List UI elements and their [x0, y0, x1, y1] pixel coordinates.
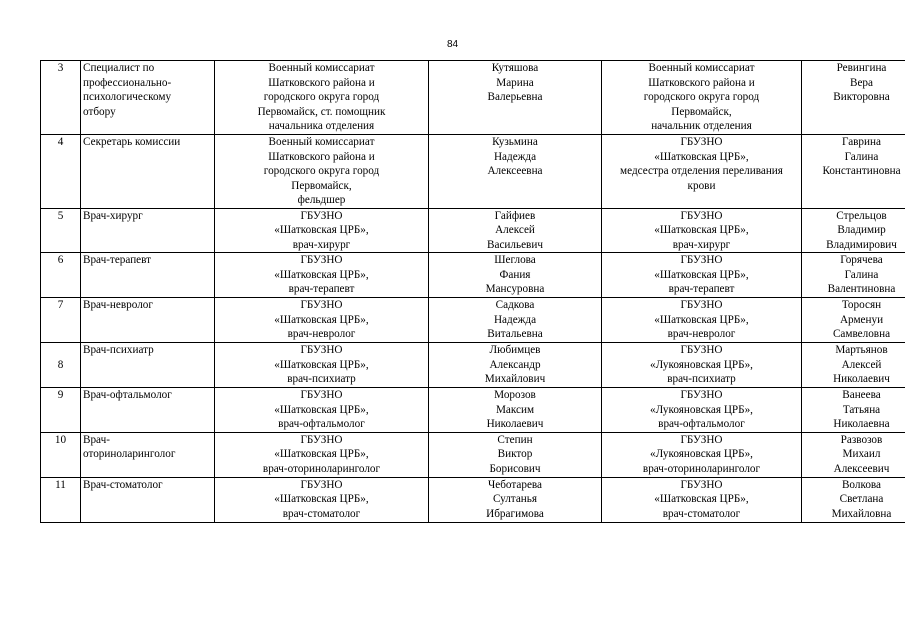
reserve-organization-line: врач-офтальмолог — [658, 418, 745, 430]
reserve-organization — [602, 432, 802, 477]
main-organization-line: врач-невролог — [287, 328, 356, 340]
position-title-line: Врач-стоматолог — [83, 478, 163, 491]
reserve-organization-line: врач-терапевт — [668, 283, 735, 295]
reserve-organization-line: ГБУЗНО — [680, 433, 723, 446]
main-organization — [215, 135, 429, 209]
main-organization-line: «Шатковская ЦРБ», — [274, 313, 369, 326]
reserve-member-name-line: Ванеева — [842, 389, 881, 401]
main-organization-line: «Шатковская ЦРБ», — [274, 493, 369, 505]
position-title-line: профессионально- — [83, 76, 172, 89]
reserve-member-name-line: Ревингина — [836, 62, 887, 74]
position-title-line: Секретарь комиссии — [83, 136, 181, 148]
reserve-organization-line: врач-невролог — [667, 328, 736, 340]
main-organization-line: Военный комиссариат — [268, 136, 375, 148]
reserve-member-name-line: Николаевич — [833, 373, 890, 385]
reserve-organization-line: ГБУЗНО — [680, 136, 723, 148]
position-title-line: психологическому — [83, 91, 172, 103]
main-organization — [215, 208, 429, 253]
position-title — [81, 343, 215, 388]
row-number: 9 — [41, 388, 81, 433]
table-row — [41, 61, 905, 135]
reserve-organization-line: ГБУЗНО — [680, 299, 723, 311]
reserve-organization-line: «Лукояновская ЦРБ», — [650, 448, 753, 460]
main-member-name-line: Витальевна — [487, 328, 543, 340]
position-title-line: Врач-офтальмолог — [83, 389, 172, 401]
main-member-name — [429, 135, 602, 209]
row-number: 5 — [41, 208, 81, 253]
reserve-member-name-line: Развозов — [840, 433, 883, 446]
reserve-organization — [602, 298, 802, 343]
position-title — [81, 432, 215, 477]
main-organization — [215, 343, 429, 388]
table-row — [41, 208, 905, 253]
row-number: 11 — [41, 477, 81, 522]
main-member-name — [429, 477, 602, 522]
reserve-member-name-line: Горячева — [840, 254, 883, 266]
reserve-member-name-line: Гаврина — [842, 136, 881, 148]
main-member-name-line: Максим — [495, 403, 535, 416]
position-title-line: Врач-психиатр — [83, 344, 154, 356]
reserve-member-name — [802, 343, 905, 388]
reserve-organization — [602, 477, 802, 522]
main-organization-line: Военный комиссариат — [268, 62, 375, 74]
main-organization-line: ГБУЗНО — [300, 478, 343, 491]
main-member-name-line: Михайлович — [484, 373, 546, 385]
reserve-organization-line: «Шатковская ЦРБ», — [654, 224, 749, 236]
main-member-name — [429, 343, 602, 388]
reserve-member-name — [802, 61, 905, 135]
position-title — [81, 253, 215, 298]
table-row — [41, 432, 905, 477]
main-organization — [215, 298, 429, 343]
main-member-name — [429, 253, 602, 298]
table-row — [41, 253, 905, 298]
main-member-name-line: Любимцев — [489, 344, 541, 356]
main-organization-line: врач-психиатр — [287, 373, 356, 385]
main-member-name-line: Ибрагимова — [486, 507, 544, 520]
main-organization-line: ГБУЗНО — [300, 254, 343, 266]
reserve-member-name-line: Торосян — [841, 299, 882, 311]
main-member-name — [429, 432, 602, 477]
reserve-organization-line: «Шатковская ЦРБ», — [654, 313, 749, 326]
position-title — [81, 388, 215, 433]
table-row — [41, 343, 905, 388]
main-organization-line: «Шатковская ЦРБ», — [274, 268, 369, 281]
main-organization-line: Шатковского района и — [268, 76, 375, 89]
main-organization-line: «Шатковская ЦРБ», — [274, 224, 369, 236]
reserve-member-name-line: Михайловна — [831, 507, 892, 520]
main-member-name-line: Надежда — [493, 313, 537, 326]
main-member-name-line: Валерьевна — [487, 91, 543, 103]
reserve-member-name-line: Волкова — [841, 478, 882, 491]
main-organization-line: фельдшер — [297, 194, 346, 206]
reserve-member-name-line: Михаил — [842, 448, 881, 460]
main-organization-line: городского округа город — [263, 91, 380, 103]
reserve-member-name-line: Владимир — [837, 224, 886, 236]
main-member-name-line: Гайфиев — [494, 209, 536, 222]
reserve-member-name-line: Самвеловна — [832, 328, 891, 340]
main-member-name — [429, 298, 602, 343]
reserve-organization-line: врач-стоматолог — [662, 507, 741, 520]
main-member-name-line: Султанья — [492, 493, 538, 505]
reserve-member-name-line: Арменуи — [839, 313, 884, 326]
reserve-member-name-line: Стрельцов — [836, 209, 887, 222]
reserve-organization-line: ГБУЗНО — [680, 478, 723, 491]
table-row — [41, 298, 905, 343]
main-member-name-line: Николаевич — [486, 418, 544, 430]
table-row — [41, 477, 905, 522]
table-row — [41, 388, 905, 433]
position-title — [81, 61, 215, 135]
main-member-name-line: Морозов — [494, 389, 536, 401]
row-number: 8 — [41, 343, 81, 388]
reserve-organization-line: городского округа город — [643, 91, 760, 103]
position-title-line: отбору — [83, 105, 116, 118]
reserve-organization-line: «Шатковская ЦРБ», — [654, 493, 749, 505]
reserve-organization-line: медсестра отделения переливания — [620, 165, 783, 177]
position-title-line: Специалист по — [83, 62, 155, 74]
reserve-member-name-line: Николаевна — [833, 418, 890, 430]
main-organization-line: Первомайск, — [291, 179, 352, 192]
row-number: 6 — [41, 253, 81, 298]
main-organization-line: врач-хирург — [292, 238, 351, 251]
main-organization-line: врач-оториноларинголог — [262, 462, 381, 475]
main-organization-line: ГБУЗНО — [300, 344, 343, 356]
main-organization-line: ГБУЗНО — [300, 389, 343, 401]
main-member-name-line: Надежда — [493, 150, 537, 163]
main-member-name-line: Мансуровна — [485, 283, 545, 295]
reserve-member-name — [802, 477, 905, 522]
position-title-line: оториноларинголог — [83, 448, 176, 460]
reserve-member-name-line: Алексей — [841, 358, 882, 371]
reserve-organization — [602, 208, 802, 253]
main-member-name-line: Марина — [496, 76, 534, 89]
main-organization-line: «Шатковская ЦРБ», — [274, 448, 369, 460]
main-organization-line: Первомайск, ст. помощник — [257, 105, 386, 118]
reserve-organization-line: врач-оториноларинголог — [642, 462, 761, 475]
reserve-organization-line: «Шатковская ЦРБ», — [654, 150, 749, 163]
main-member-name-line: Александр — [489, 358, 541, 371]
main-member-name-line: Васильевич — [487, 238, 543, 251]
reserve-organization-line: «Лукояновская ЦРБ», — [650, 358, 753, 371]
page-number: 84 — [446, 39, 459, 50]
main-member-name-line: Борисович — [489, 462, 541, 475]
main-organization-line: врач-терапевт — [288, 283, 355, 295]
main-organization — [215, 253, 429, 298]
reserve-member-name — [802, 208, 905, 253]
main-organization-line: ГБУЗНО — [300, 209, 343, 222]
row-number: 3 — [41, 61, 81, 135]
reserve-member-name-line: Викторовна — [833, 91, 890, 103]
reserve-organization-line: «Лукояновская ЦРБ», — [650, 403, 753, 416]
main-organization-line: ГБУЗНО — [300, 433, 343, 446]
main-member-name — [429, 61, 602, 135]
reserve-member-name-line: Мартьянов — [835, 344, 888, 356]
reserve-member-name-line: Константиновна — [822, 165, 901, 177]
main-member-name-line: Кузьмина — [492, 136, 538, 148]
reserve-organization-line: Первомайск, — [671, 105, 732, 118]
main-member-name — [429, 388, 602, 433]
reserve-organization — [602, 61, 802, 135]
main-organization-line: врач-стоматолог — [282, 507, 361, 520]
reserve-member-name-line: Вера — [850, 76, 873, 89]
main-member-name-line: Садкова — [495, 299, 535, 311]
reserve-organization-line: ГБУЗНО — [680, 344, 723, 356]
main-organization-line: начальника отделения — [268, 120, 375, 132]
reserve-member-name — [802, 135, 905, 209]
main-organization — [215, 61, 429, 135]
main-organization — [215, 388, 429, 433]
main-member-name-line: Виктор — [497, 448, 533, 460]
main-member-name-line: Чеботарева — [487, 478, 543, 491]
position-title-line: Врач- — [83, 433, 110, 446]
reserve-organization-line: Шатковского района и — [648, 76, 755, 89]
reserve-organization-line: ГБУЗНО — [680, 389, 723, 401]
reserve-organization-line: ГБУЗНО — [680, 254, 723, 266]
main-member-name-line: Степин — [497, 433, 533, 446]
reserve-member-name-line: Алексеевич — [833, 462, 890, 475]
main-organization — [215, 477, 429, 522]
main-member-name-line: Алексей — [495, 224, 535, 236]
position-title — [81, 477, 215, 522]
position-title-line: Врач-невролог — [83, 299, 153, 311]
reserve-member-name — [802, 298, 905, 343]
reserve-organization-line: начальник отделения — [651, 120, 752, 132]
main-organization-line: ГБУЗНО — [300, 299, 343, 311]
table-row — [41, 135, 905, 209]
main-organization-line: врач-офтальмолог — [278, 418, 365, 430]
main-member-name-line: Алексеевна — [487, 165, 543, 177]
position-title-line: Врач-хирург — [83, 209, 143, 222]
main-organization-line: «Шатковская ЦРБ», — [274, 358, 369, 371]
position-title — [81, 208, 215, 253]
reserve-organization-line: врач-психиатр — [667, 373, 736, 385]
reserve-organization-line: крови — [687, 179, 716, 192]
reserve-member-name-line: Татьяна — [842, 403, 881, 416]
reserve-organization — [602, 388, 802, 433]
reserve-organization — [602, 135, 802, 209]
reserve-organization — [602, 253, 802, 298]
position-title — [81, 298, 215, 343]
main-organization-line: Шатковского района и — [268, 150, 375, 163]
reserve-organization-line: ГБУЗНО — [680, 209, 723, 222]
commission-table — [40, 60, 905, 523]
reserve-member-name-line: Светлана — [839, 493, 884, 505]
main-organization — [215, 432, 429, 477]
row-number: 10 — [41, 432, 81, 477]
reserve-organization-line: врач-хирург — [672, 238, 731, 251]
main-member-name-line: Фания — [499, 268, 531, 281]
position-title — [81, 135, 215, 209]
main-member-name — [429, 208, 602, 253]
reserve-member-name-line: Галина — [844, 150, 879, 163]
reserve-member-name — [802, 432, 905, 477]
reserve-organization-line: «Шатковская ЦРБ», — [654, 268, 749, 281]
reserve-member-name-line: Галина — [844, 268, 879, 281]
reserve-organization — [602, 343, 802, 388]
main-organization-line: городского округа город — [263, 165, 380, 177]
reserve-member-name — [802, 253, 905, 298]
main-member-name-line: Шеглова — [494, 254, 536, 266]
reserve-member-name — [802, 388, 905, 433]
reserve-member-name-line: Валентиновна — [827, 283, 896, 295]
row-number: 7 — [41, 298, 81, 343]
main-member-name-line: Кутяшова — [491, 62, 539, 74]
reserve-member-name-line: Владимирович — [826, 238, 897, 251]
row-number: 4 — [41, 135, 81, 209]
main-organization-line: «Шатковская ЦРБ», — [274, 403, 369, 416]
position-title-line: Врач-терапевт — [83, 254, 152, 266]
reserve-organization-line: Военный комиссариат — [648, 62, 755, 74]
